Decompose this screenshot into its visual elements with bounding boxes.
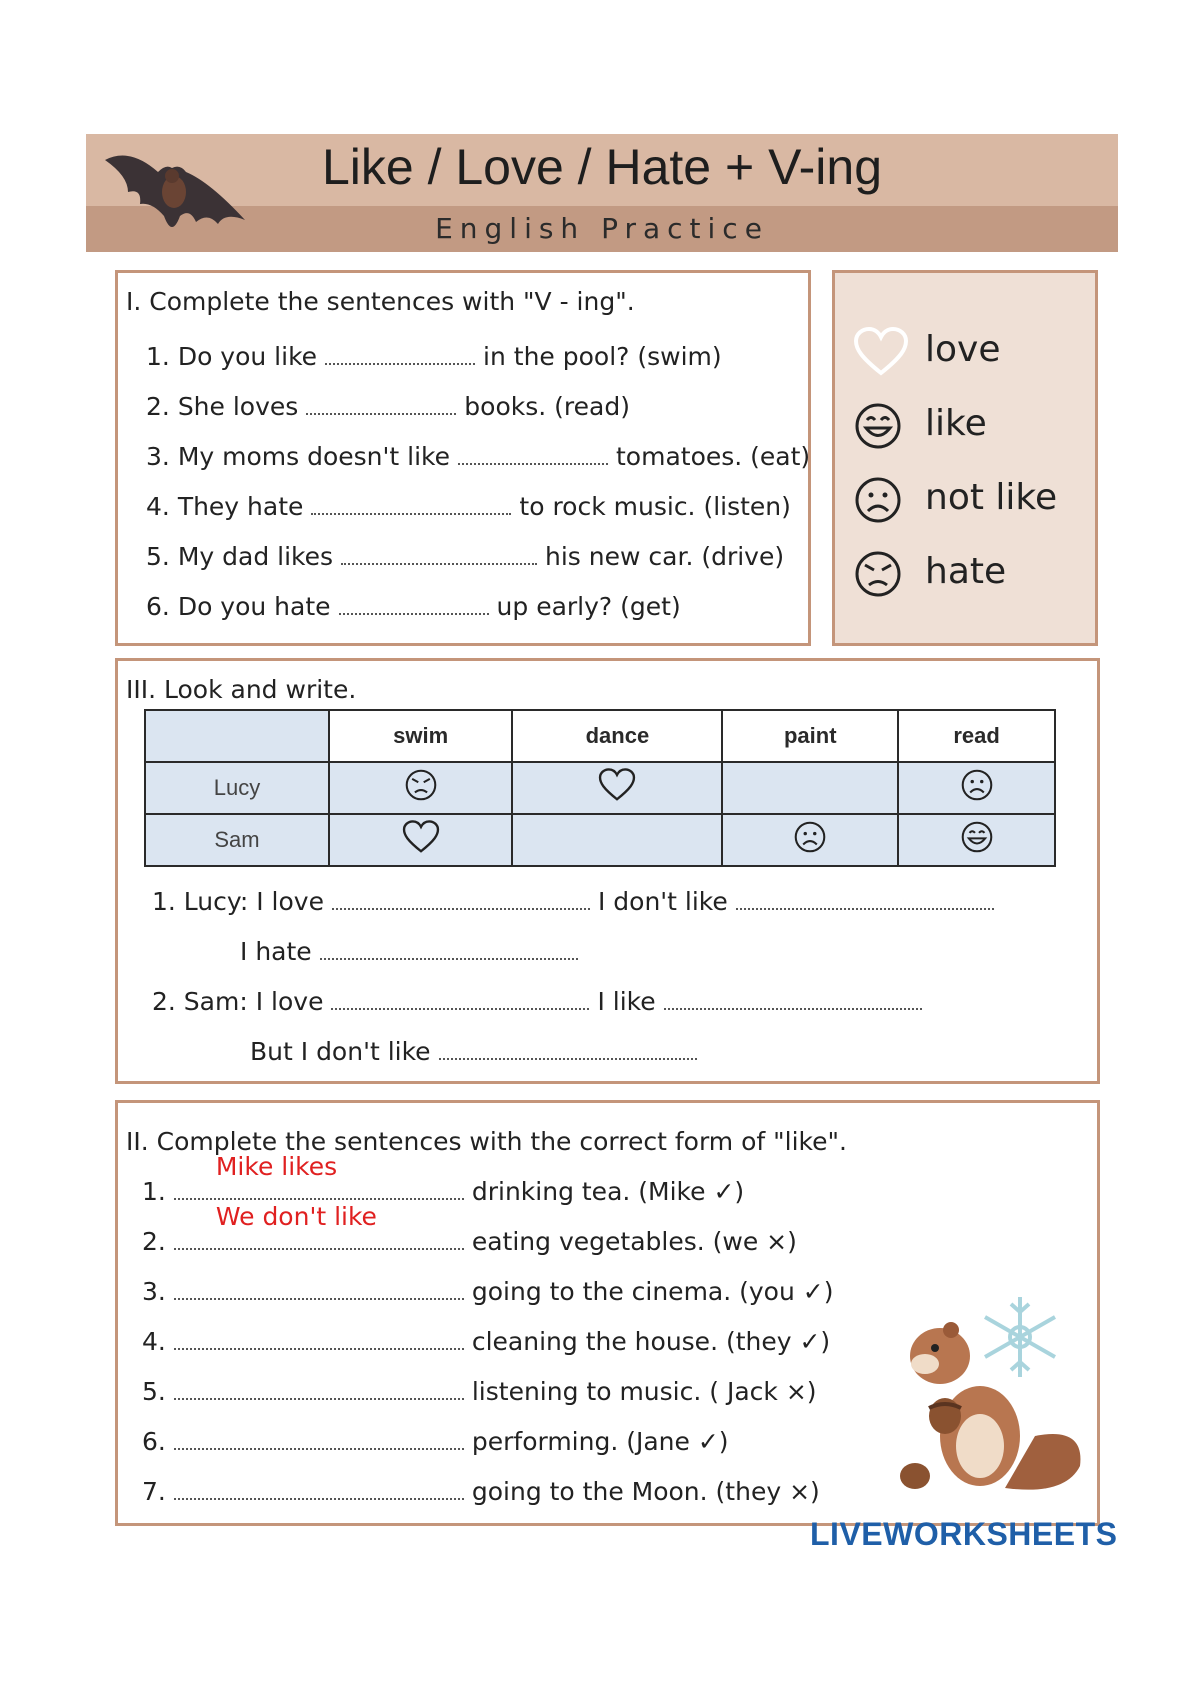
exercise-1-heading: I. Complete the sentences with "V - ing".: [126, 287, 635, 316]
exercise-1-item: 6. Do you hate up early? (get): [146, 592, 681, 621]
answer-blank[interactable]: [174, 1376, 464, 1400]
exercise-3-line: 2. Sam: I love I like: [152, 986, 930, 1016]
exercise-2-heading: II. Complete the sentences with the correct form of "like".: [126, 1127, 847, 1156]
heart-icon: [598, 768, 636, 802]
exercise-3-line: 1. Lucy: I love I don't like: [152, 886, 1002, 916]
exercise-3-line: I hate: [240, 936, 586, 966]
chipmunk-icon: [885, 1316, 1085, 1496]
answer-blank[interactable]: [458, 441, 608, 465]
answer-blank[interactable]: [174, 1426, 464, 1450]
heart-icon: [402, 820, 440, 854]
exercise-2-item: 6. performing. (Jane ✓): [142, 1427, 729, 1456]
table-header-cell: read: [898, 710, 1055, 762]
page-subtitle: English Practice: [435, 212, 769, 245]
answer-blank[interactable]: [311, 491, 511, 515]
table-header-cell: swim: [329, 710, 512, 762]
table-row: [145, 762, 1055, 814]
exercise-1-item: 3. My moms doesn't like tomatoes. (eat): [146, 442, 811, 471]
answer-blank[interactable]: [174, 1326, 464, 1350]
table-cell: [512, 762, 722, 814]
answer-blank[interactable]: [736, 886, 994, 910]
sad-face-icon: [793, 820, 827, 854]
answer-text: We don't like: [215, 1202, 377, 1231]
answer-blank[interactable]: [332, 886, 590, 910]
answer-blank[interactable]: [439, 1036, 697, 1060]
table-cell: [722, 762, 898, 814]
preferences-table: [144, 709, 1056, 867]
answer-blank[interactable]: [339, 591, 489, 615]
row-name: Lucy: [145, 762, 329, 814]
smile-face-icon: [853, 401, 903, 451]
worksheet-header: [86, 134, 1118, 252]
table-cell: [512, 814, 722, 866]
exercise-3-line: But I don't like: [250, 1036, 705, 1066]
sad-face-icon: [960, 768, 994, 802]
exercise-2-item: 2. We don't like eating vegetables. (we ×): [142, 1202, 797, 1256]
answer-blank[interactable]: [306, 391, 456, 415]
answer-blank[interactable]: [664, 986, 922, 1010]
table-header-cell: paint: [722, 710, 898, 762]
table-cell: [722, 814, 898, 866]
table-row: [145, 814, 1055, 866]
exercise-1-item: 4. They hate to rock music. (listen): [146, 492, 791, 521]
exercise-1-item: 2. She loves books. (read): [146, 392, 630, 421]
angry-face-icon: [853, 549, 903, 599]
sad-face-icon: [853, 475, 903, 525]
smile-face-icon: [960, 820, 994, 854]
answer-blank[interactable]: [174, 1476, 464, 1500]
answer-blank[interactable]: [325, 341, 475, 365]
angry-face-icon: [404, 768, 438, 802]
table-cell: [898, 814, 1055, 866]
exercise-2-item: 4. cleaning the house. (they ✓): [142, 1327, 831, 1356]
heart-icon: [853, 327, 909, 377]
exercise-2-item: 5. listening to music. ( Jack ×): [142, 1377, 817, 1406]
table-header-row: [145, 710, 1055, 762]
legend-box: love like not like hate: [832, 270, 1098, 646]
table-cell: [898, 762, 1055, 814]
answer-blank[interactable]: [320, 936, 578, 960]
answer-blank[interactable]: [174, 1276, 464, 1300]
exercise-3-heading: III. Look and write.: [126, 675, 357, 704]
exercise-1-item: 1. Do you like in the pool? (swim): [146, 342, 722, 371]
brand-logo: LIVEWORKSHEETS: [810, 1516, 1118, 1552]
table-header-cell: [145, 710, 329, 762]
table-cell: [329, 762, 512, 814]
exercise-1-box: [115, 270, 811, 646]
page-title: Like / Love / Hate + V-ing: [321, 139, 883, 195]
answer-text: Mike likes: [215, 1152, 338, 1181]
answer-blank[interactable]: [341, 541, 537, 565]
answer-blank[interactable]: [331, 986, 589, 1010]
row-name: Sam: [145, 814, 329, 866]
exercise-2-item: 1. Mike likes drinking tea. (Mike ✓): [142, 1152, 745, 1206]
exercise-2-item: 3. going to the cinema. (you ✓): [142, 1277, 834, 1306]
table-header-cell: dance: [512, 710, 722, 762]
table-cell: [329, 814, 512, 866]
bat-icon: [100, 142, 250, 237]
exercise-1-item: 5. My dad likes his new car. (drive): [146, 542, 785, 571]
exercise-2-item: 7. going to the Moon. (they ×): [142, 1477, 820, 1506]
